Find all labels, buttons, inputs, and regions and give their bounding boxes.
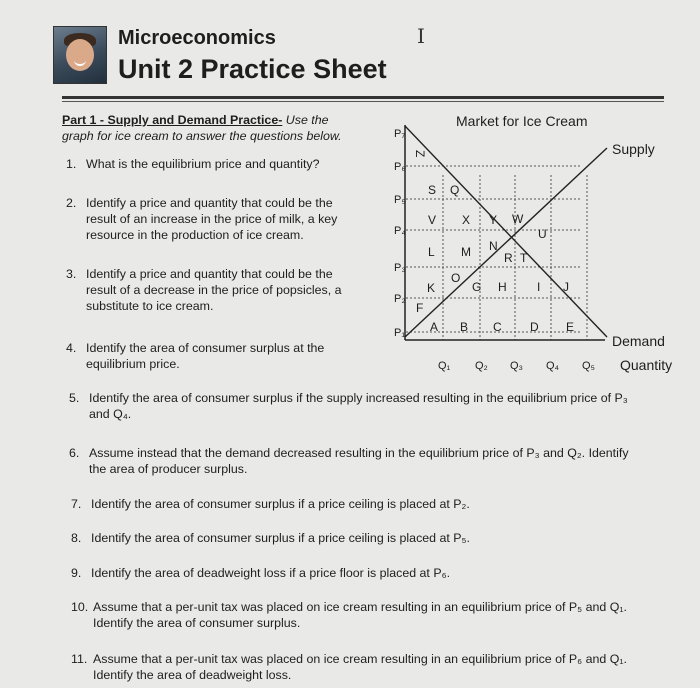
area-label-l: L <box>428 245 435 259</box>
price-label-p1: P₁ <box>394 327 406 339</box>
price-label-p5: P₅ <box>394 194 406 206</box>
area-label-m: M <box>461 245 471 259</box>
question-3-line3: substitute to ice cream. <box>86 299 214 313</box>
area-label-t: T <box>520 251 528 265</box>
area-label-e: E <box>566 320 575 334</box>
area-label-d: D <box>530 320 539 334</box>
sheet-title: Unit 2 Practice Sheet <box>118 54 387 84</box>
question-7-text: Identify the area of consumer surplus if a price ceiling is placed at P₂. <box>91 497 470 511</box>
price-label-p7: P₇ <box>394 128 406 140</box>
question-11-number: 11. <box>71 652 88 666</box>
area-label-b: B <box>460 320 469 334</box>
price-label-p6: P₆ <box>394 161 406 173</box>
question-8-number: 8. <box>71 531 82 545</box>
question-4-line2: equilibrium price. <box>86 357 180 371</box>
question-1-text: What is the equilibrium price and quantity? <box>86 157 320 171</box>
area-label-w: W <box>512 212 524 226</box>
question-6-line2: the area of producer surplus. <box>89 462 248 476</box>
question-5-line2: and Q₄. <box>89 407 132 421</box>
area-label-u: U <box>538 227 547 241</box>
question-3-line1: Identify a price and quantity that could be the <box>86 267 333 281</box>
area-label-g: G <box>472 280 482 294</box>
quantity-label-q4: Q₄ <box>546 360 560 372</box>
demand-curve <box>405 126 607 337</box>
quantity-label-q3: Q₃ <box>510 360 524 372</box>
price-label-p4: P₄ <box>394 225 406 237</box>
area-label-k: K <box>427 281 436 295</box>
question-8-text: Identify the area of consumer surplus if a price ceiling is placed at P₅. <box>91 531 470 545</box>
question-3-line2: result of a decrease in the price of popsicles, a <box>86 283 342 297</box>
supply-curve <box>405 148 607 337</box>
text-cursor-icon: I <box>417 24 425 48</box>
question-10-line2: Identify the area of consumer surplus. <box>93 616 301 630</box>
question-9-text: Identify the area of deadweight loss if a price floor is placed at P₆. <box>91 566 451 580</box>
course-title: Microeconomics <box>118 27 276 49</box>
quantity-label-q1: Q₁ <box>438 360 451 372</box>
question-1-number: 1. <box>66 157 77 171</box>
area-label-c: C <box>493 320 502 334</box>
question-4-line1: Identify the area of consumer surplus at the <box>86 341 325 355</box>
quantity-axis-label: Quantity <box>620 357 673 373</box>
area-label-o: O <box>451 271 461 285</box>
question-3-number: 3. <box>66 267 77 281</box>
area-label-j: J <box>563 280 569 294</box>
area-label-i: I <box>537 280 541 294</box>
question-4-number: 4. <box>66 341 77 355</box>
question-5-number: 5. <box>69 391 80 405</box>
area-label-y: Y <box>489 213 498 227</box>
area-label-z: Z <box>413 150 427 158</box>
part1-intro-line2: graph for ice cream to answer the questions below. <box>62 129 342 143</box>
price-label-p3: P₃ <box>394 262 406 274</box>
question-7-number: 7. <box>71 497 82 511</box>
part1-heading: Part 1 - Supply and Demand Practice- <box>62 113 283 127</box>
question-2-line1: Identify a price and quantity that could be the <box>86 196 333 210</box>
area-label-v: V <box>428 213 437 227</box>
question-2-line3: resource in the production of ice cream. <box>86 228 304 242</box>
area-label-f: F <box>416 301 424 315</box>
area-label-r: R <box>504 251 513 265</box>
question-11-line2: Identify the area of deadweight loss. <box>93 668 292 682</box>
question-6-line1: Assume instead that the demand decreased resulting in the equilibrium price of P₃ and Q₂. Identify <box>89 446 629 460</box>
area-label-n: N <box>489 239 498 253</box>
supply-label: Supply <box>612 141 655 157</box>
quantity-label-q5: Q₅ <box>582 360 595 372</box>
question-2-line2: result of an increase in the price of milk, a key <box>86 212 338 226</box>
question-9-number: 9. <box>71 566 82 580</box>
area-label-x: X <box>462 213 471 227</box>
part1-intro-line1: Use the <box>285 113 329 127</box>
area-label-q: Q <box>450 183 460 197</box>
area-label-a: A <box>430 320 439 334</box>
area-label-h: H <box>498 280 507 294</box>
question-2-number: 2. <box>66 196 77 210</box>
demand-label: Demand <box>612 333 665 349</box>
question-6-number: 6. <box>69 446 80 460</box>
question-11-line1: Assume that a per-unit tax was placed on ice cream resulting in an equilibrium price of P₆ and Q₁. <box>93 652 627 666</box>
area-label-s: S <box>428 183 437 197</box>
question-10-number: 10. <box>71 600 89 614</box>
graph-title: Market for Ice Cream <box>456 113 588 129</box>
question-5-line1: Identify the area of consumer surplus if the supply increased resulting in the equilibrium price of P₃ <box>89 391 628 405</box>
price-label-p2: P₂ <box>394 293 406 305</box>
question-10-line1: Assume that a per-unit tax was placed on ice cream resulting in an equilibrium price of P₅ and Q₁. <box>93 600 627 614</box>
quantity-label-q2: Q₂ <box>475 360 488 372</box>
